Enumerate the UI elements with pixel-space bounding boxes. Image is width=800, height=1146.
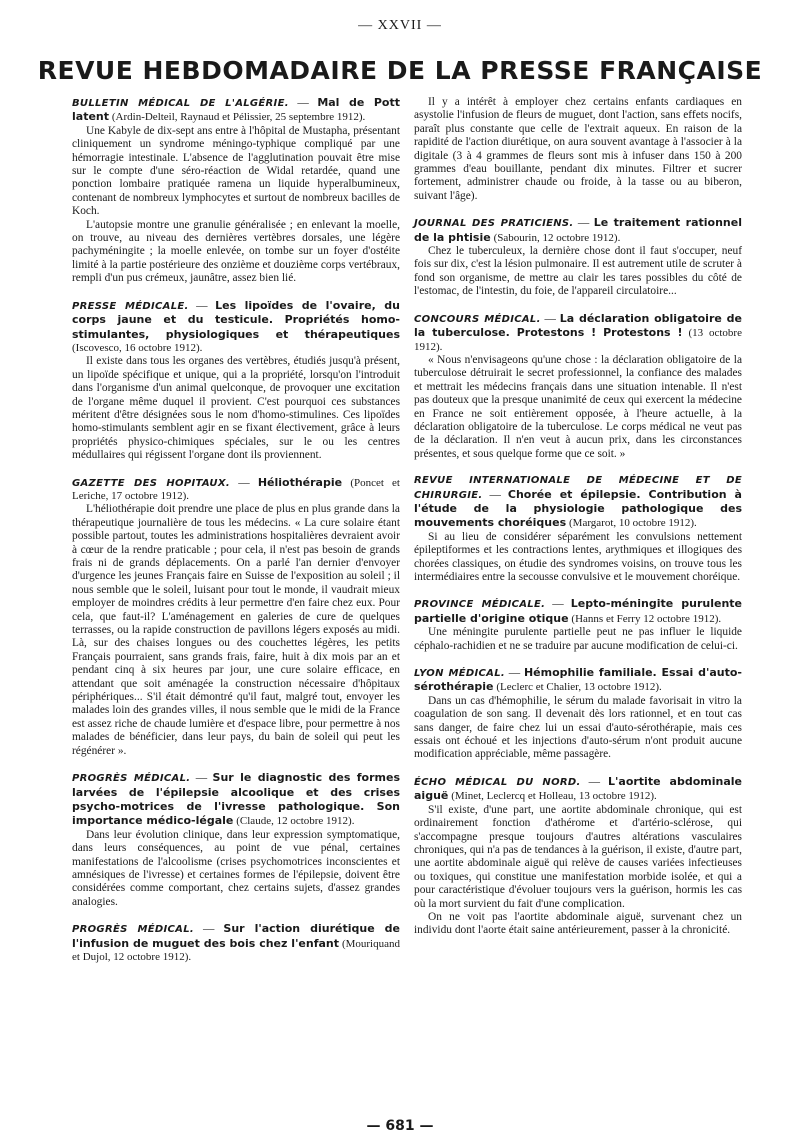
article-reference: (Ardin-Delteil, Raynaud et Pélissier, 25 septembre 1912). [111,111,366,124]
masthead-title: REVUE HEBDOMADAIRE DE LA PRESSE FRANÇAISE [37,56,763,85]
article-reference: (Mouriquand et Dujol, 12 octobre 1912). [72,937,400,963]
article-paragraph: S'il existe, d'une part, une aortite abdominale chronique, qui est ordinairement fonction d'athérome et d'artério-sclérose, qui s'accompagne presque toujours d'autres altérations vasculaires chroniques, qui n'a pas de tendances à la guérison, il existe, d'autre part, une aortite abdominale aiguë qui relève de causes variées infectieuses ou toxiques, qui constitue une manifestation morbide isolée, et qui a pour caractéristique d'évoluer toujours vers la guérison, hormis les cas où la mort survient du fait d'une complication. [414,803,742,910]
article-paragraph: L'autopsie montre une granulie généralisée ; en enlevant la moelle, on trouve, au niveau des dernières vertèbres dorsales, une légère pachyméningite ; la moelle enlevée, on tombe sur un foyer d'ostéite limité à la partie postérieure des onzième et douzième corps vertébraux, rempli d'un pus crémeux, jaunâtre, assez bien lié. [72,218,400,285]
article-paragraph: L'héliothérapie doit prendre une place de plus en plus grande dans la thérapeutique journalière de tous les médecins. « La cure solaire étant possible partout, toutes les administrations hospitalières devraient avoir à cœur de la rendre praticable ; pour cela, il n'est pas besoin de grands frais ni de grands déplacements. On a parlé l'an dernier d'envoyer d'urgence les jeunes Français faire en Suisse de l'exposition au soleil ; il nous semble que le soleil, luisant pour tout le monde, il vaudrait mieux employer de moindres crédits à leur permettre d'en faire chez eux. Pour cela, que faut-il? L'aménagement en galeries de cure de quelques terrasses, ou la rapide construction de pavillons légers exposés au midi. Là, sur des chaises longues ou des couchettes légères, les petits Français pourraient, sans grands frais, faire, huit à dix mois par an et pendant cinq à six heures par jour, une cure solaire efficace, en attendant que soit aménagée la construction nécessaire d'hôpitaux périphériques... S'il était démontré qu'il faut, malgré tout, envoyer les malades loin des grandes villes, il nous semble que le midi de la France est assez riche de chaude lumière et d'espace libre, pour permettre à nos malades de bénéficier, dans leur pays, du bain de soleil qui peut les régénérer ». [72,503,400,757]
journal-name: JOURNAL DES PRATICIENS. [414,218,574,230]
article-title: Le traitement rationnel de la phtisie [414,216,742,244]
article-paragraph: Une Kabyle de dix-sept ans entre à l'hôpital de Mustapha, présentant cliniquement un syndrome méningo-typhique compliqué par une hémorragie intestinale. L'absence de l'agglutination pouvait être mise sur le compte d'une séro-réaction de Widal retardée, quand une ponction lombaire pratiquée ramena un liquide hyperalbumineux, contenant de nombreux lymphocytes et surtout de nombreux bacilles de Koch. [72,124,400,218]
article [414,96,742,203]
left-column [72,96,400,977]
article-paragraph: Dans leur évolution clinique, dans leur expression symptomatique, dans leurs conséquences, au point de vue pénal, certaines manifestations de l'alcoolisme (crises psychomotrices inconscientes et amnésiques de l'ivresse) et certaines formes de l'épilepsie, doivent être considérées comme comportant, chez certains sujets, d'assez grandes analogies. [72,828,400,908]
journal-name: PRESSE MÉDICALE. [72,300,189,312]
article [414,474,742,584]
article-reference: (13 octobre 1912). [414,327,742,353]
article-paragraph: Il existe dans tous les organes des vertèbres, étudiés jusqu'à présent, un lipoïde spécifique et unique, qui a la propriété, lorsqu'on l'introduit dans l'organisme d'un animal quelconque, de provoquer une excitation de l'organe même duquel il provient. C'est pourquoi ces substances méritent d'être désignées sous le nom d'homo-stimulines. Ces lipoïdes homo-stimulants semblent agir en se fixant électivement, grâce à leurs propriétés physico-chimiques spéciales, sur le ou les centres médullaires qui régissent l'organe dont ils proviennent. [72,355,400,462]
article [414,775,742,938]
article-paragraph: Dans un cas d'hémophilie, le sérum du malade favorisait in vitro la coagulation de son sang. Il devenait dès lors rationnel, et en tout cas sans danger, de faire chez lui un essai d'auto-sérothérapie, mais ces essais ont échoué et les injections d'auto-sérum n'ont produit aucune modification appréciable, même passagère. [414,694,742,761]
article-heading: CONCOURS MÉDICAL. — La déclaration obligatoire de la tuberculose. Protestons ! Protestons ! (13 octobre 1912). [414,311,742,353]
article [72,922,400,964]
article-title: Sur l'action diurétique de l'infusion de muguet des bois chez l'enfant [72,922,400,950]
article [72,96,400,286]
journal-name: BULLETIN MÉDICAL DE L'ALGÉRIE. [72,98,289,109]
article [414,666,742,762]
journal-name: GAZETTE DES HOPITAUX. [72,477,230,489]
journal-name: ÉCHO MÉDICAL DU NORD. [414,776,581,788]
article-paragraph: Si au lieu de considérer séparément les convulsions nettement épileptiformes et les contractions lentes, arythmiques et illogiques des chorées classiques, on étudie des syndromes voisins, on trouve tous les intermédiaires entre la secousse convulsive et le mouvement choréique. [414,530,742,583]
article-title: Sur le diagnostic des formes larvées de l'épilepsie alcoolique et des crises psycho-motrices de l'ivresse pathologique. Son importance médico-légale [72,771,400,828]
article-reference: (Leclerc et Chalier, 13 octobre 1912). [496,681,662,694]
page-number: — 681 — [366,1118,434,1134]
journal-name: LYON MÉDICAL. [414,668,505,680]
article-reference: (Iscovesco, 16 octobre 1912). [72,341,203,354]
article-paragraph: Il y a intérêt à employer chez certains enfants cardiaques en asystolie l'infusion de fleurs de muguet, dont l'action, sans effets nocifs, paraît plus constante que celle de l'extrait aqueux. En raison de la rapidité de l'action diurétique, on aura souvent avantage à l'associer à la digitale (3 à 4 grammes de fleurs sont mis à infuser dans 150 à 200 grammes d'eau bouillante, pendant dix minutes. Filtrer et sucrer fortement, administrer chaude ou froide, à la tasse ou au biberon, suivant l'âge). [414,96,742,202]
article-heading: PRESSE MÉDICALE. — Les lipoïdes de l'ovaire, du corps jaune et du testicule. Propriétés homo-stimulantes, physiologiques et thérapeutiques (Iscovesco, 16 octobre 1912). [72,298,401,354]
article-heading: PROVINCE MÉDICALE. — Lepto-méningite purulente partielle d'origine otique (Hanns et Ferry 12 octobre 1912). [414,597,742,625]
article-reference: (Minet, Leclercq et Holleau, 13 octobre 1912). [451,790,657,803]
article-title: Héliothérapie [257,475,343,489]
journal-name: REVUE INTERNATIONALE DE MÉDECINE ET DE CHIRURGIE. [414,475,742,501]
article [414,597,742,653]
article [72,299,400,463]
right-column [414,96,742,951]
article [414,312,742,461]
journal-name: PROGRÈS MÉDICAL. [72,773,191,785]
article-title: Hémophilie familiale. Essai d'auto-sérothérapie [414,666,742,694]
journal-name: PROGRÈS MÉDICAL. [72,924,194,936]
roman-page-number: — XXVII — [358,18,442,33]
article [414,216,742,298]
article-heading: JOURNAL DES PRATICIENS. — Le traitement rationnel de la phtisie (Sabourin, 12 octobre 1912). [414,216,742,244]
article-reference: (Claude, 12 octobre 1912). [236,815,355,828]
article-reference: (Hanns et Ferry 12 octobre 1912). [571,612,722,625]
article-reference: (Sabourin, 12 octobre 1912). [493,231,621,244]
article-reference: (Poncet et Leriche, 17 octobre 1912). [72,476,400,502]
article-heading: REVUE INTERNATIONALE DE MÉDECINE ET DE CHIRURGIE. — Chorée et épilepsie. Contribution à l'étude de la physiologie pathologique des mouvements choréiques (Margarot, 10 octobre 1912). [414,475,742,530]
journal-name: PROVINCE MÉDICALE. [414,599,546,611]
article-reference: (Margarot, 10 octobre 1912). [569,517,697,530]
article-heading: BULLETIN MÉDICAL DE L'ALGÉRIE. — Mal de Pott latent (Ardin-Delteil, Raynaud et Pélissier, 25 septembre 1912). [72,96,400,124]
article [72,771,400,909]
article-paragraph: « Nous n'envisageons qu'une chose : la déclaration obligatoire de la tuberculose détruirait le secret professionnel, la confiance des malades et mettrait les médecins français dans une situation intenable. Il n'est pas douteux que la presque unanimité de ceux qui exercent la médecine en France ne soit entièrement opposée, à l'heure actuelle, à la déclaration obligatoire de la tuberculose. Le corps médical ne veut pas de la déclaration. Il n'en veut à aucun prix, dans les circonstances présentes, et sous quelque forme que ce soit. » [414,353,742,460]
article-heading: GAZETTE DES HOPITAUX. — Héliothérapie (Poncet et Leriche, 17 octobre 1912). [72,475,400,502]
article-title: La déclaration obligatoire de la tuberculose. Protestons ! Protestons ! [414,311,742,340]
journal-name: CONCOURS MÉDICAL. [414,313,541,325]
article-paragraph: Chez le tuberculeux, la dernière chose dont il faut s'occuper, neuf fois sur dix, c'est la lésion pulmonaire. Il est autrement utile de scruter à fond son organisme, de mettre au clair les tares possibles du côté de l'estomac, de l'intestin, du foie, de l'appareil circulatoire... [414,245,742,298]
article-title: Les lipoïdes de l'ovaire, du corps jaune et du testicule. Propriétés homo-stimulantes, physiologiques et thérapeutiques [72,298,401,341]
article-title: Mal de Pott latent [72,96,400,124]
article-title: Chorée et épilepsie. Contribution à l'étude de la physiologie pathologique des mouvements choréiques [414,487,742,530]
article-heading: ÉCHO MÉDICAL DU NORD. — L'aortite abdominale aiguë (Minet, Leclercq et Holleau, 13 octobre 1912). [414,774,742,803]
article-heading: PROGRÈS MÉDICAL. — Sur l'action diurétique de l'infusion de muguet des bois chez l'enfant (Mouriquand et Dujol, 12 octobre 1912). [72,922,400,963]
article-heading: LYON MÉDICAL. — Hémophilie familiale. Essai d'auto-sérothérapie (Leclerc et Chalier, 13 octobre 1912). [414,666,742,694]
article-paragraph: Une méningite purulente partielle peut ne pas influer le liquide céphalo-rachidien et ne se traduire par aucune modification de celui-ci. [414,626,742,652]
article-paragraph: On ne voit pas l'aortite abdominale aiguë, survenant chez un individu dont l'aorte était saine antérieurement, passer à la chronicité. [414,910,742,937]
article-title: Lepto-méningite purulente partielle d'origine otique [414,597,742,625]
article-title: L'aortite abdominale aiguë [414,774,742,803]
article-heading: PROGRÈS MÉDICAL. — Sur le diagnostic des formes larvées de l'épilepsie alcoolique et des crises psycho-motrices de l'ivresse pathologique. Son importance médico-légale (Claude, 12 octobre 1912). [72,771,400,828]
article [72,476,400,759]
